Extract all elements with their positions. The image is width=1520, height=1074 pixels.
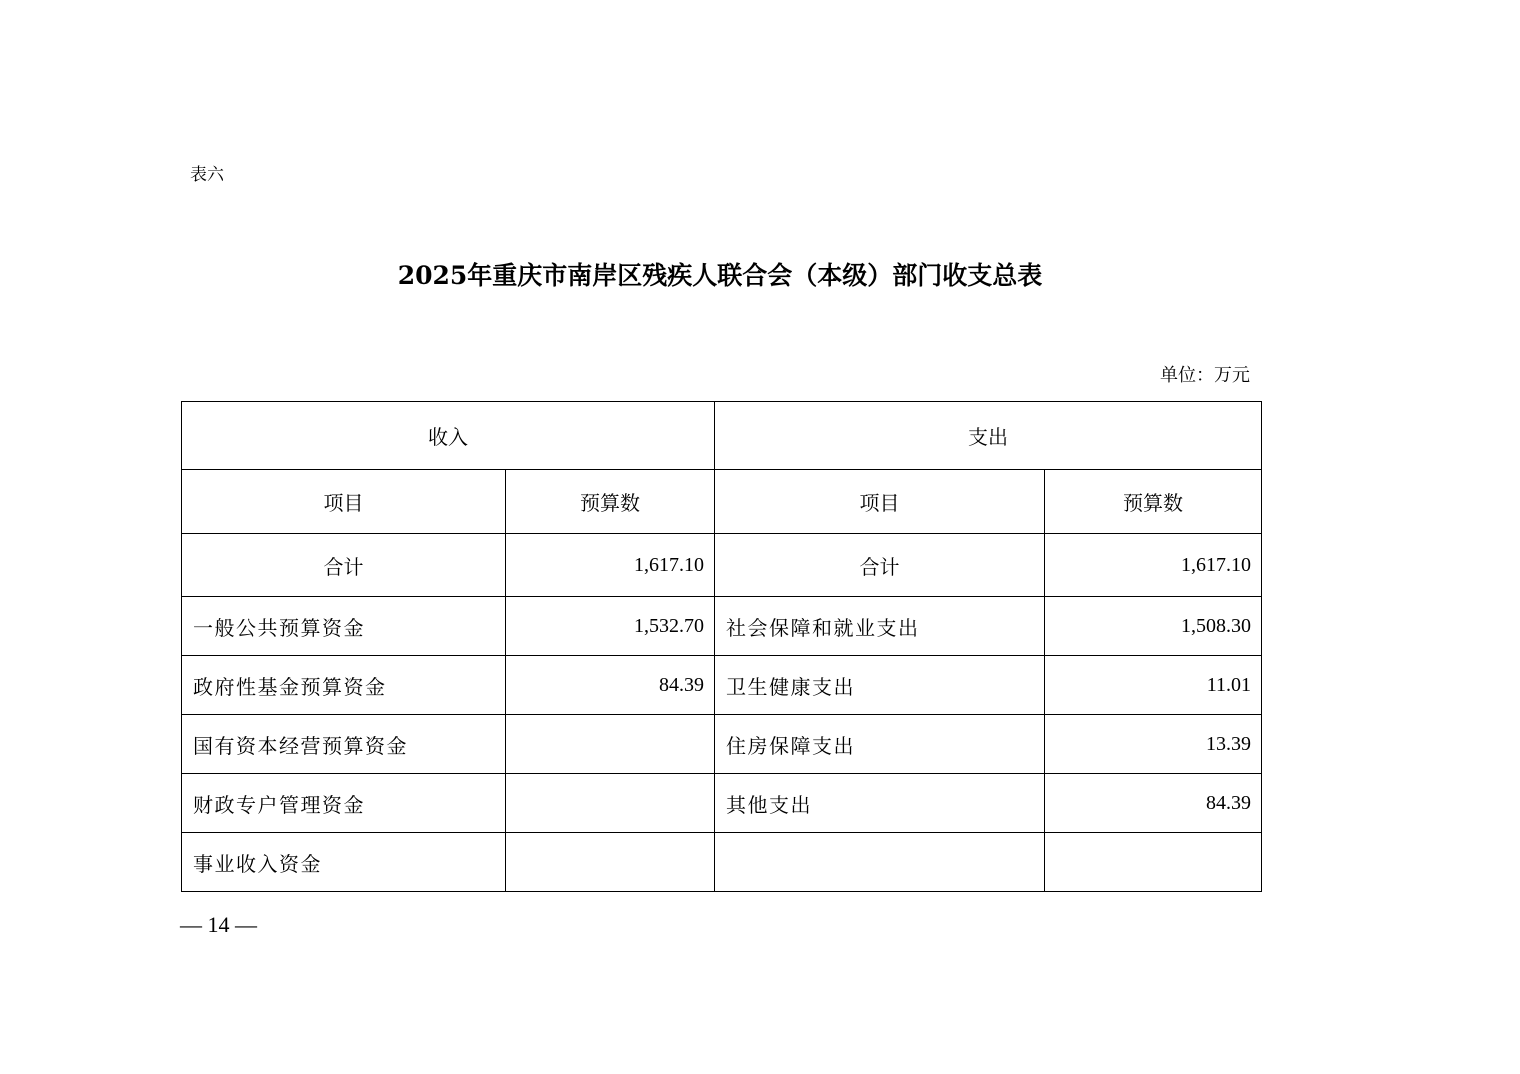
income-item: 国有资本经营预算资金 [182,715,506,774]
expense-item [715,833,1045,892]
income-item: 一般公共预算资金 [182,597,506,656]
table-row [182,656,1262,715]
income-value: 84.39 [506,656,715,715]
income-value [506,833,715,892]
income-item: 财政专户管理资金 [182,774,506,833]
expense-header: 支出 [715,402,1262,470]
expense-budget-header: 预算数 [1045,470,1262,534]
expense-value: 84.39 [1045,774,1262,833]
expense-item: 住房保障支出 [715,715,1045,774]
table-label: 表六 [190,165,224,185]
expense-item: 社会保障和就业支出 [715,597,1045,656]
expense-value [1045,833,1262,892]
page-number: — 14 — [180,912,257,937]
expense-value: 11.01 [1045,656,1262,715]
expense-total-value: 1,617.10 [1045,534,1262,597]
header-row [182,402,1262,470]
income-item: 政府性基金预算资金 [182,656,506,715]
income-total-label: 合计 [182,534,506,597]
table-row [182,715,1262,774]
expense-item-header: 项目 [715,470,1045,534]
document-title: 2025年重庆市南岸区残疾人联合会（本级）部门收支总表 [397,261,1043,290]
income-value: 1,532.70 [506,597,715,656]
unit-label: 单位：万元 [1160,365,1250,386]
expense-item: 其他支出 [715,774,1045,833]
table-row [182,774,1262,833]
expense-value: 1,508.30 [1045,597,1262,656]
table-row [182,597,1262,656]
subheader-row [182,470,1262,534]
income-value [506,774,715,833]
table-row [182,833,1262,892]
income-item: 事业收入资金 [182,833,506,892]
expense-total-label: 合计 [715,534,1045,597]
income-value [506,715,715,774]
income-item-header: 项目 [182,470,506,534]
expense-value: 13.39 [1045,715,1262,774]
income-budget-header: 预算数 [506,470,715,534]
income-header: 收入 [182,402,715,470]
income-total-value: 1,617.10 [506,534,715,597]
total-row [182,534,1262,597]
expense-item: 卫生健康支出 [715,656,1045,715]
budget-table [181,401,1262,892]
